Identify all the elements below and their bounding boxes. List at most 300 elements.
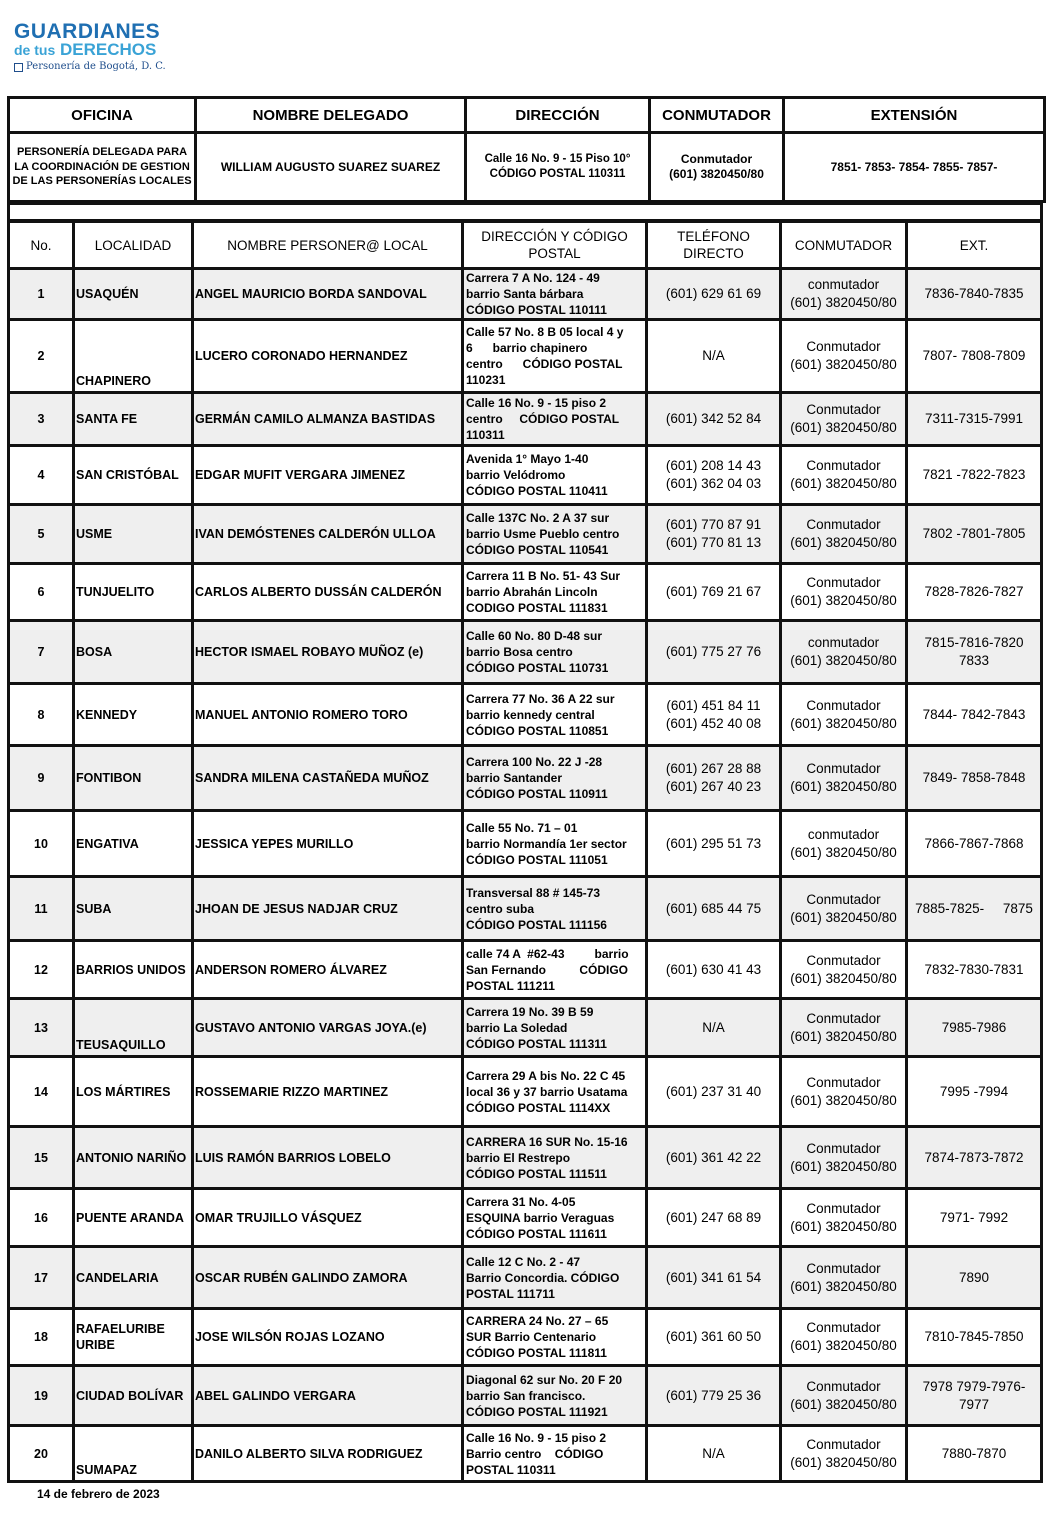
row-nombre: OSCAR RUBÉN GALINDO ZAMORA [193,1247,463,1309]
row-telefono-line: (601) 769 21 67 [665,584,762,599]
header-direccion: DIRECCIÓN [466,98,650,133]
row-direccion [463,269,647,320]
row-telefono [647,505,781,564]
row-direccion [463,446,647,505]
row-telefono [647,269,781,320]
office-conmutador-line: Conmutador [680,152,753,166]
row-nombre: ANDERSON ROMERO ÁLVAREZ [193,941,463,999]
row-localidad: CIUDAD BOLÍVAR [74,1366,193,1426]
row-localidad: BARRIOS UNIDOS [74,941,193,999]
row-conmutador [781,1127,907,1189]
logo-line-1: GUARDIANES [14,20,161,43]
row-number: 5 [9,505,74,564]
row-conmutador [781,941,907,999]
row-direccion-line: CARRERA 24 No. 27 – 65 [466,1314,609,1328]
row-localidad: RAFAELURIBE URIBE [74,1309,193,1366]
row-telefono [647,746,781,811]
row-telefono-line: (601) 770 81 13 [665,535,762,550]
header-localidad: LOCALIDAD [74,222,193,269]
row-direccion [463,320,647,393]
row-nombre: IVAN DEMÓSTENES CALDERÓN ULLOA [193,505,463,564]
row-ext: 7978 7979-7976-7977 [907,1366,1042,1426]
row-direccion [463,941,647,999]
row-direccion [463,393,647,446]
row-conmutador-line: (601) 3820450/80 [790,1454,897,1470]
row-conmutador-line: Conmutador [806,952,881,968]
row-direccion-line: Carrera 31 No. 4-05 [466,1194,576,1209]
row-telefono-line: (601) 342 52 84 [665,411,762,426]
logo [14,22,184,78]
row-nombre: DANILO ALBERTO SILVA RODRIGUEZ [193,1426,463,1482]
row-conmutador [781,1309,907,1366]
table-row [9,320,1042,393]
row-localidad: USAQUÉN [74,269,193,320]
office-table [7,96,1046,203]
row-ext: 7836-7840-7835 [907,269,1042,320]
row-number: 8 [9,684,74,746]
row-conmutador-line: Conmutador [806,517,881,532]
table-row [9,1309,1042,1366]
row-direccion [463,1189,647,1247]
row-ext: 7890 [907,1247,1042,1309]
row-number: 15 [9,1127,74,1189]
row-ext: 7311-7315-7991 [907,393,1042,446]
row-direccion-line: CÓDIGO POSTAL 111611 [466,1226,607,1241]
row-conmutador [781,1247,907,1309]
row-telefono [647,811,781,877]
header-no: No. [9,222,74,269]
row-number: 11 [9,877,74,941]
row-nombre: EDGAR MUFIT VERGARA JIMENEZ [193,446,463,505]
locales-header-row [9,222,1042,269]
row-telefono-line: N/A [702,1019,725,1035]
row-telefono [647,1189,781,1247]
row-nombre: GERMÁN CAMILO ALMANZA BASTIDAS [193,393,463,446]
row-direccion-line: Calle 137C No. 2 A 37 sur [466,511,610,525]
row-localidad: PUENTE ARANDA [74,1189,193,1247]
row-direccion-line: Calle 16 No. 9 - 15 piso 2 [466,1430,607,1445]
row-conmutador-line: (601) 3820450/80 [790,653,897,668]
row-conmutador-line: Conmutador [806,1378,881,1394]
row-direccion-line: centro CÓDIGO POSTAL [466,357,623,371]
table-row [9,684,1042,746]
row-direccion [463,1366,647,1426]
header-nombre-personero: NOMBRE PERSONER@ LOCAL [193,222,463,269]
row-conmutador-line: Conmutador [806,891,881,907]
office-row [9,133,1045,202]
row-direccion [463,1309,647,1366]
row-telefono-line: (601) 451 84 11 [666,697,761,713]
row-conmutador-line: Conmutador [806,1320,881,1335]
row-localidad: KENNEDY [74,684,193,746]
row-direccion [463,1057,647,1127]
footer-date: 14 de febrero de 2023 [37,1487,160,1501]
row-nombre: CARLOS ALBERTO DUSSÁN CALDERÓN [193,564,463,621]
row-direccion-line: barrio Abrahán Lincoln [466,585,598,599]
logo-line-2-word: DERECHOS [59,40,157,59]
row-number: 19 [9,1366,74,1426]
row-localidad: TUNJUELITO [74,564,193,621]
row-direccion-line: CODIGO POSTAL 111831 [466,601,608,615]
table-row [9,1247,1042,1309]
logo-line-2 [14,42,184,58]
row-direccion-line: Carrera 7 A No. 124 - 49 [466,271,600,285]
row-number: 12 [9,941,74,999]
row-telefono-line: (601) 630 41 43 [665,961,762,977]
row-nombre: OMAR TRUJILLO VÁSQUEZ [193,1189,463,1247]
row-number: 3 [9,393,74,446]
row-direccion-line: CÓDIGO POSTAL 110411 [466,484,608,498]
row-ext: 7995 -7994 [907,1057,1042,1127]
row-telefono [647,446,781,505]
row-direccion-line: CÓDIGO POSTAL 111051 [466,852,608,867]
row-direccion-line: Avenida 1° Mayo 1-40 [466,452,589,466]
row-direccion-line: Calle 57 No. 8 B 05 local 4 y [466,325,624,339]
row-direccion [463,746,647,811]
row-conmutador-line: (601) 3820450/80 [790,715,897,731]
row-conmutador [781,393,907,446]
row-ext: 7802 -7801-7805 [907,505,1042,564]
row-conmutador-line: (601) 3820450/80 [790,909,897,925]
row-conmutador [781,746,907,811]
office-extension: 7851- 7853- 7854- 7855- 7857- [784,133,1045,202]
row-number: 6 [9,564,74,621]
row-number: 9 [9,746,74,811]
row-telefono [647,1366,781,1426]
row-direccion-line: Carrera 29 A bis No. 22 C 45 [466,1068,626,1083]
row-conmutador-line: conmutador [807,277,880,292]
row-conmutador-line: (601) 3820450/80 [790,779,897,794]
row-conmutador-line: (601) 3820450/80 [790,1278,897,1294]
row-direccion [463,684,647,746]
row-conmutador-line: (601) 3820450/80 [790,476,897,491]
row-telefono [647,877,781,941]
row-direccion-line: centro CÓDIGO POSTAL [466,412,620,426]
office-oficina: PERSONERÍA DELEGADA PARA LA COORDINACIÓN DE GESTION DE LAS PERSONERÍAS LOCALES [9,133,196,202]
row-direccion-line: centro suba [466,901,535,916]
row-telefono [647,684,781,746]
row-conmutador [781,505,907,564]
row-nombre: SANDRA MILENA CASTAÑEDA MUÑOZ [193,746,463,811]
office-direccion [466,133,650,202]
table-row [9,1366,1042,1426]
row-direccion [463,1247,647,1309]
row-direccion-line: CÓDIGO POSTAL 111156 [466,917,607,932]
row-direccion-line: CÓDIGO POSTAL 110111 [466,303,607,317]
table-separator [7,202,1043,222]
row-nombre: LUIS RAMÓN BARRIOS LOBELO [193,1127,463,1189]
office-conmutador-line: (601) 3820450/80 [669,167,764,181]
row-conmutador-line: Conmutador [806,575,881,590]
table-row [9,877,1042,941]
row-conmutador-line: Conmutador [806,1200,881,1216]
row-ext: 7985-7986 [907,999,1042,1057]
row-direccion-line: CÓDIGO POSTAL 111811 [466,1346,607,1360]
row-direccion-line: barrio Santa bárbara [466,287,584,301]
row-telefono [647,941,781,999]
row-ext: 7971- 7992 [907,1189,1042,1247]
row-direccion-line: barrio San francisco. [466,1388,586,1403]
row-localidad: CANDELARIA [74,1247,193,1309]
row-direccion [463,1127,647,1189]
row-conmutador [781,1366,907,1426]
row-nombre: MANUEL ANTONIO ROMERO TORO [193,684,463,746]
row-nombre: GUSTAVO ANTONIO VARGAS JOYA.(e) [193,999,463,1057]
row-conmutador-line: (601) 3820450/80 [790,1396,897,1412]
row-conmutador-line: (601) 3820450/80 [790,1028,897,1044]
row-direccion-line: Carrera 11 B No. 51- 43 Sur [466,569,621,583]
row-direccion-line: Transversal 88 # 145-73 [466,885,601,900]
row-direccion [463,621,647,684]
logo-line-2-prefix: de tus [14,42,56,58]
row-ext: 7821 -7822-7823 [907,446,1042,505]
row-conmutador-line: Conmutador [806,1010,881,1026]
header-extension: EXTENSIÓN [784,98,1045,133]
row-number: 20 [9,1426,74,1482]
row-localidad: USME [74,505,193,564]
row-direccion [463,811,647,877]
row-ext: 7844- 7842-7843 [907,684,1042,746]
row-telefono-line: (601) 362 04 03 [665,476,762,491]
row-nombre: HECTOR ISMAEL ROBAYO MUÑOZ (e) [193,621,463,684]
row-telefono [647,393,781,446]
row-telefono-line: (601) 267 28 88 [665,761,762,776]
row-telefono-line: (601) 361 42 22 [665,1149,762,1165]
row-direccion-line: CÓDIGO POSTAL 110911 [466,787,608,801]
row-conmutador [781,811,907,877]
row-localidad: SUBA [74,877,193,941]
header-conmutador: CONMUTADOR [781,222,907,269]
row-nombre: LUCERO CORONADO HERNANDEZ [193,320,463,393]
row-telefono [647,1057,781,1127]
row-localidad: CHAPINERO [74,320,193,393]
row-direccion-line: Calle 12 C No. 2 - 47 [466,1254,581,1269]
row-telefono-line: (601) 208 14 43 [665,458,762,473]
row-direccion-line: Calle 16 No. 9 - 15 piso 2 [466,396,607,410]
row-direccion-line: CÓDIGO POSTAL 111311 [466,1036,607,1051]
row-ext: 7885-7825- 7875 [907,877,1042,941]
row-telefono [647,621,781,684]
row-direccion-line: CÓDIGO POSTAL 110541 [466,543,609,557]
header-ext: EXT. [907,222,1042,269]
row-direccion-line: barrio Usme Pueblo centro [466,527,620,541]
row-telefono-line: (601) 685 44 75 [665,900,762,916]
row-direccion-line: local 36 y 37 barrio Usatama [466,1084,628,1099]
row-direccion [463,1426,647,1482]
row-conmutador-line: Conmutador [806,1074,881,1090]
row-direccion-line: CÓDIGO POSTAL 110851 [466,723,609,738]
table-row [9,446,1042,505]
table-row [9,621,1042,684]
row-localidad: LOS MÁRTIRES [74,1057,193,1127]
row-conmutador [781,564,907,621]
table-row [9,746,1042,811]
locales-table [7,220,1043,1483]
row-number: 4 [9,446,74,505]
logo-subtitle: Personería de Bogotá, D. C. [26,61,166,72]
header-conmutador: CONMUTADOR [650,98,784,133]
row-direccion [463,564,647,621]
row-telefono-line: (601) 361 60 50 [665,1329,762,1344]
row-telefono [647,1247,781,1309]
row-telefono-line: (601) 770 87 91 [665,517,762,532]
row-direccion-line: 110311 [466,428,505,442]
table-row [9,811,1042,877]
row-direccion-line: Barrio Concordia. CÓDIGO [466,1270,620,1285]
row-nombre: ROSSEMARIE RIZZO MARTINEZ [193,1057,463,1127]
row-ext: 7866-7867-7868 [907,811,1042,877]
table-row [9,393,1042,446]
row-direccion-line: Carrera 19 No. 39 B 59 [466,1004,594,1019]
row-direccion-line: CÓDIGO POSTAL 1114XX [466,1100,611,1115]
office-direccion-line: Calle 16 No. 9 - 15 Piso 10° [484,153,631,165]
row-direccion-line: CÓDIGO POSTAL 111511 [466,1166,607,1181]
row-telefono-line: N/A [702,348,725,363]
row-number: 14 [9,1057,74,1127]
row-number: 1 [9,269,74,320]
locales-rows [9,269,1042,1482]
table-row [9,1127,1042,1189]
row-direccion-line: Barrio centro CÓDIGO [466,1446,604,1461]
row-telefono-line: (601) 267 40 23 [665,779,762,794]
row-conmutador-line: (601) 3820450/80 [790,1338,897,1353]
row-ext: 7874-7873-7872 [907,1127,1042,1189]
row-direccion-line: barrio Normandía 1er sector [466,836,627,851]
row-ext: 7828-7826-7827 [907,564,1042,621]
row-ext: 7815-7816-7820 7833 [907,621,1042,684]
row-telefono-line: (601) 295 51 73 [665,835,762,851]
row-conmutador [781,320,907,393]
row-conmutador [781,877,907,941]
row-conmutador [781,1426,907,1482]
row-direccion-line: barrio kennedy central [466,707,595,722]
row-direccion-line: CÓDIGO POSTAL 110731 [466,661,609,675]
row-direccion [463,505,647,564]
row-conmutador-line: Conmutador [806,458,881,473]
row-direccion-line: POSTAL 111211 [466,978,555,993]
row-localidad: FONTIBON [74,746,193,811]
row-conmutador-line: (601) 3820450/80 [790,357,897,372]
row-localidad: TEUSAQUILLO [74,999,193,1057]
row-direccion-line: POSTAL 111711 [466,1286,555,1301]
row-conmutador-line: Conmutador [806,1436,881,1452]
row-nombre: JOSE WILSÓN ROJAS LOZANO [193,1309,463,1366]
row-number: 16 [9,1189,74,1247]
row-telefono [647,320,781,393]
table-row [9,941,1042,999]
row-conmutador-line: (601) 3820450/80 [790,1158,897,1174]
row-number: 2 [9,320,74,393]
row-number: 7 [9,621,74,684]
table-row [9,1426,1042,1482]
shield-icon [14,63,23,72]
row-direccion-line: barrio La Soledad [466,1020,568,1035]
row-direccion-line: Calle 60 No. 80 D-48 sur [466,629,603,643]
row-ext: 7807- 7808-7809 [907,320,1042,393]
row-conmutador [781,1189,907,1247]
row-conmutador-line: (601) 3820450/80 [790,593,897,608]
row-conmutador-line: (601) 3820450/80 [790,1218,897,1234]
row-direccion-line: Carrera 77 No. 36 A 22 sur [466,691,615,706]
row-number: 10 [9,811,74,877]
row-number: 18 [9,1309,74,1366]
row-direccion [463,999,647,1057]
row-conmutador-line: (601) 3820450/80 [790,420,897,435]
row-localidad: ENGATIVA [74,811,193,877]
row-conmutador [781,621,907,684]
row-nombre: ANGEL MAURICIO BORDA SANDOVAL [193,269,463,320]
row-conmutador-line: Conmutador [806,761,881,776]
row-telefono-line: N/A [702,1445,725,1461]
row-telefono-line: (601) 779 25 36 [665,1387,762,1403]
row-conmutador-line: Conmutador [806,339,881,354]
row-nombre: JHOAN DE JESUS NADJAR CRUZ [193,877,463,941]
row-direccion [463,877,647,941]
header-nombre-delegado: NOMBRE DELEGADO [196,98,466,133]
row-localidad: SAN CRISTÓBAL [74,446,193,505]
row-conmutador-line: conmutador [807,635,880,650]
row-telefono-line: (601) 775 27 76 [665,644,762,659]
row-nombre: ABEL GALINDO VERGARA [193,1366,463,1426]
header-telefono: TELÉFONO DIRECTO [647,222,781,269]
row-direccion-line: 6 barrio chapinero [466,341,588,355]
row-localidad: BOSA [74,621,193,684]
table-row [9,999,1042,1057]
office-delegado: WILLIAM AUGUSTO SUAREZ SUAREZ [196,133,466,202]
row-conmutador-line: (601) 3820450/80 [790,295,897,310]
row-conmutador-line: (601) 3820450/80 [790,844,897,860]
row-direccion-line: CÓDIGO POSTAL 111921 [466,1404,608,1419]
table-row [9,564,1042,621]
row-ext: 7880-7870 [907,1426,1042,1482]
row-telefono-line: (601) 341 61 54 [665,1269,762,1285]
row-localidad: SANTA FE [74,393,193,446]
row-conmutador-line: (601) 3820450/80 [790,970,897,986]
row-direccion-line: calle 74 A #62-43 barrio [466,946,629,961]
row-conmutador [781,269,907,320]
row-localidad: ANTONIO NARIÑO [74,1127,193,1189]
row-direccion-line: CARRERA 16 SUR No. 15-16 [466,1134,628,1149]
row-telefono-line: (601) 237 31 40 [665,1083,762,1099]
office-direccion-line: CÓDIGO POSTAL 110311 [489,168,626,180]
row-number: 13 [9,999,74,1057]
row-direccion-line: Calle 55 No. 71 – 01 [466,820,578,835]
row-direccion-line: barrio Velódromo [466,468,566,482]
row-direccion-line: ESQUINA barrio Veraguas [466,1210,615,1225]
row-telefono [647,1426,781,1482]
header-oficina: OFICINA [9,98,196,133]
row-conmutador-line: Conmutador [806,697,881,713]
row-ext: 7810-7845-7850 [907,1309,1042,1366]
logo-line-3 [14,60,184,74]
row-telefono [647,564,781,621]
table-row [9,505,1042,564]
row-conmutador [781,684,907,746]
row-telefono-line: (601) 247 68 89 [665,1209,762,1225]
office-conmutador [650,133,784,202]
row-telefono [647,1127,781,1189]
row-conmutador-line: conmutador [807,826,880,842]
header-direccion-codigo: DIRECCIÓN Y CÓDIGO POSTAL [463,222,647,269]
row-ext: 7832-7830-7831 [907,941,1042,999]
row-direccion-line: POSTAL 110311 [466,1462,556,1477]
row-telefono-line: (601) 629 61 69 [665,286,762,301]
office-header-row [9,98,1045,133]
row-direccion-line: Carrera 100 No. 22 J -28 [466,755,603,769]
row-direccion-line: San Fernando CÓDIGO [466,962,629,977]
row-conmutador-line: (601) 3820450/80 [790,1092,897,1108]
row-conmutador-line: Conmutador [806,1140,881,1156]
